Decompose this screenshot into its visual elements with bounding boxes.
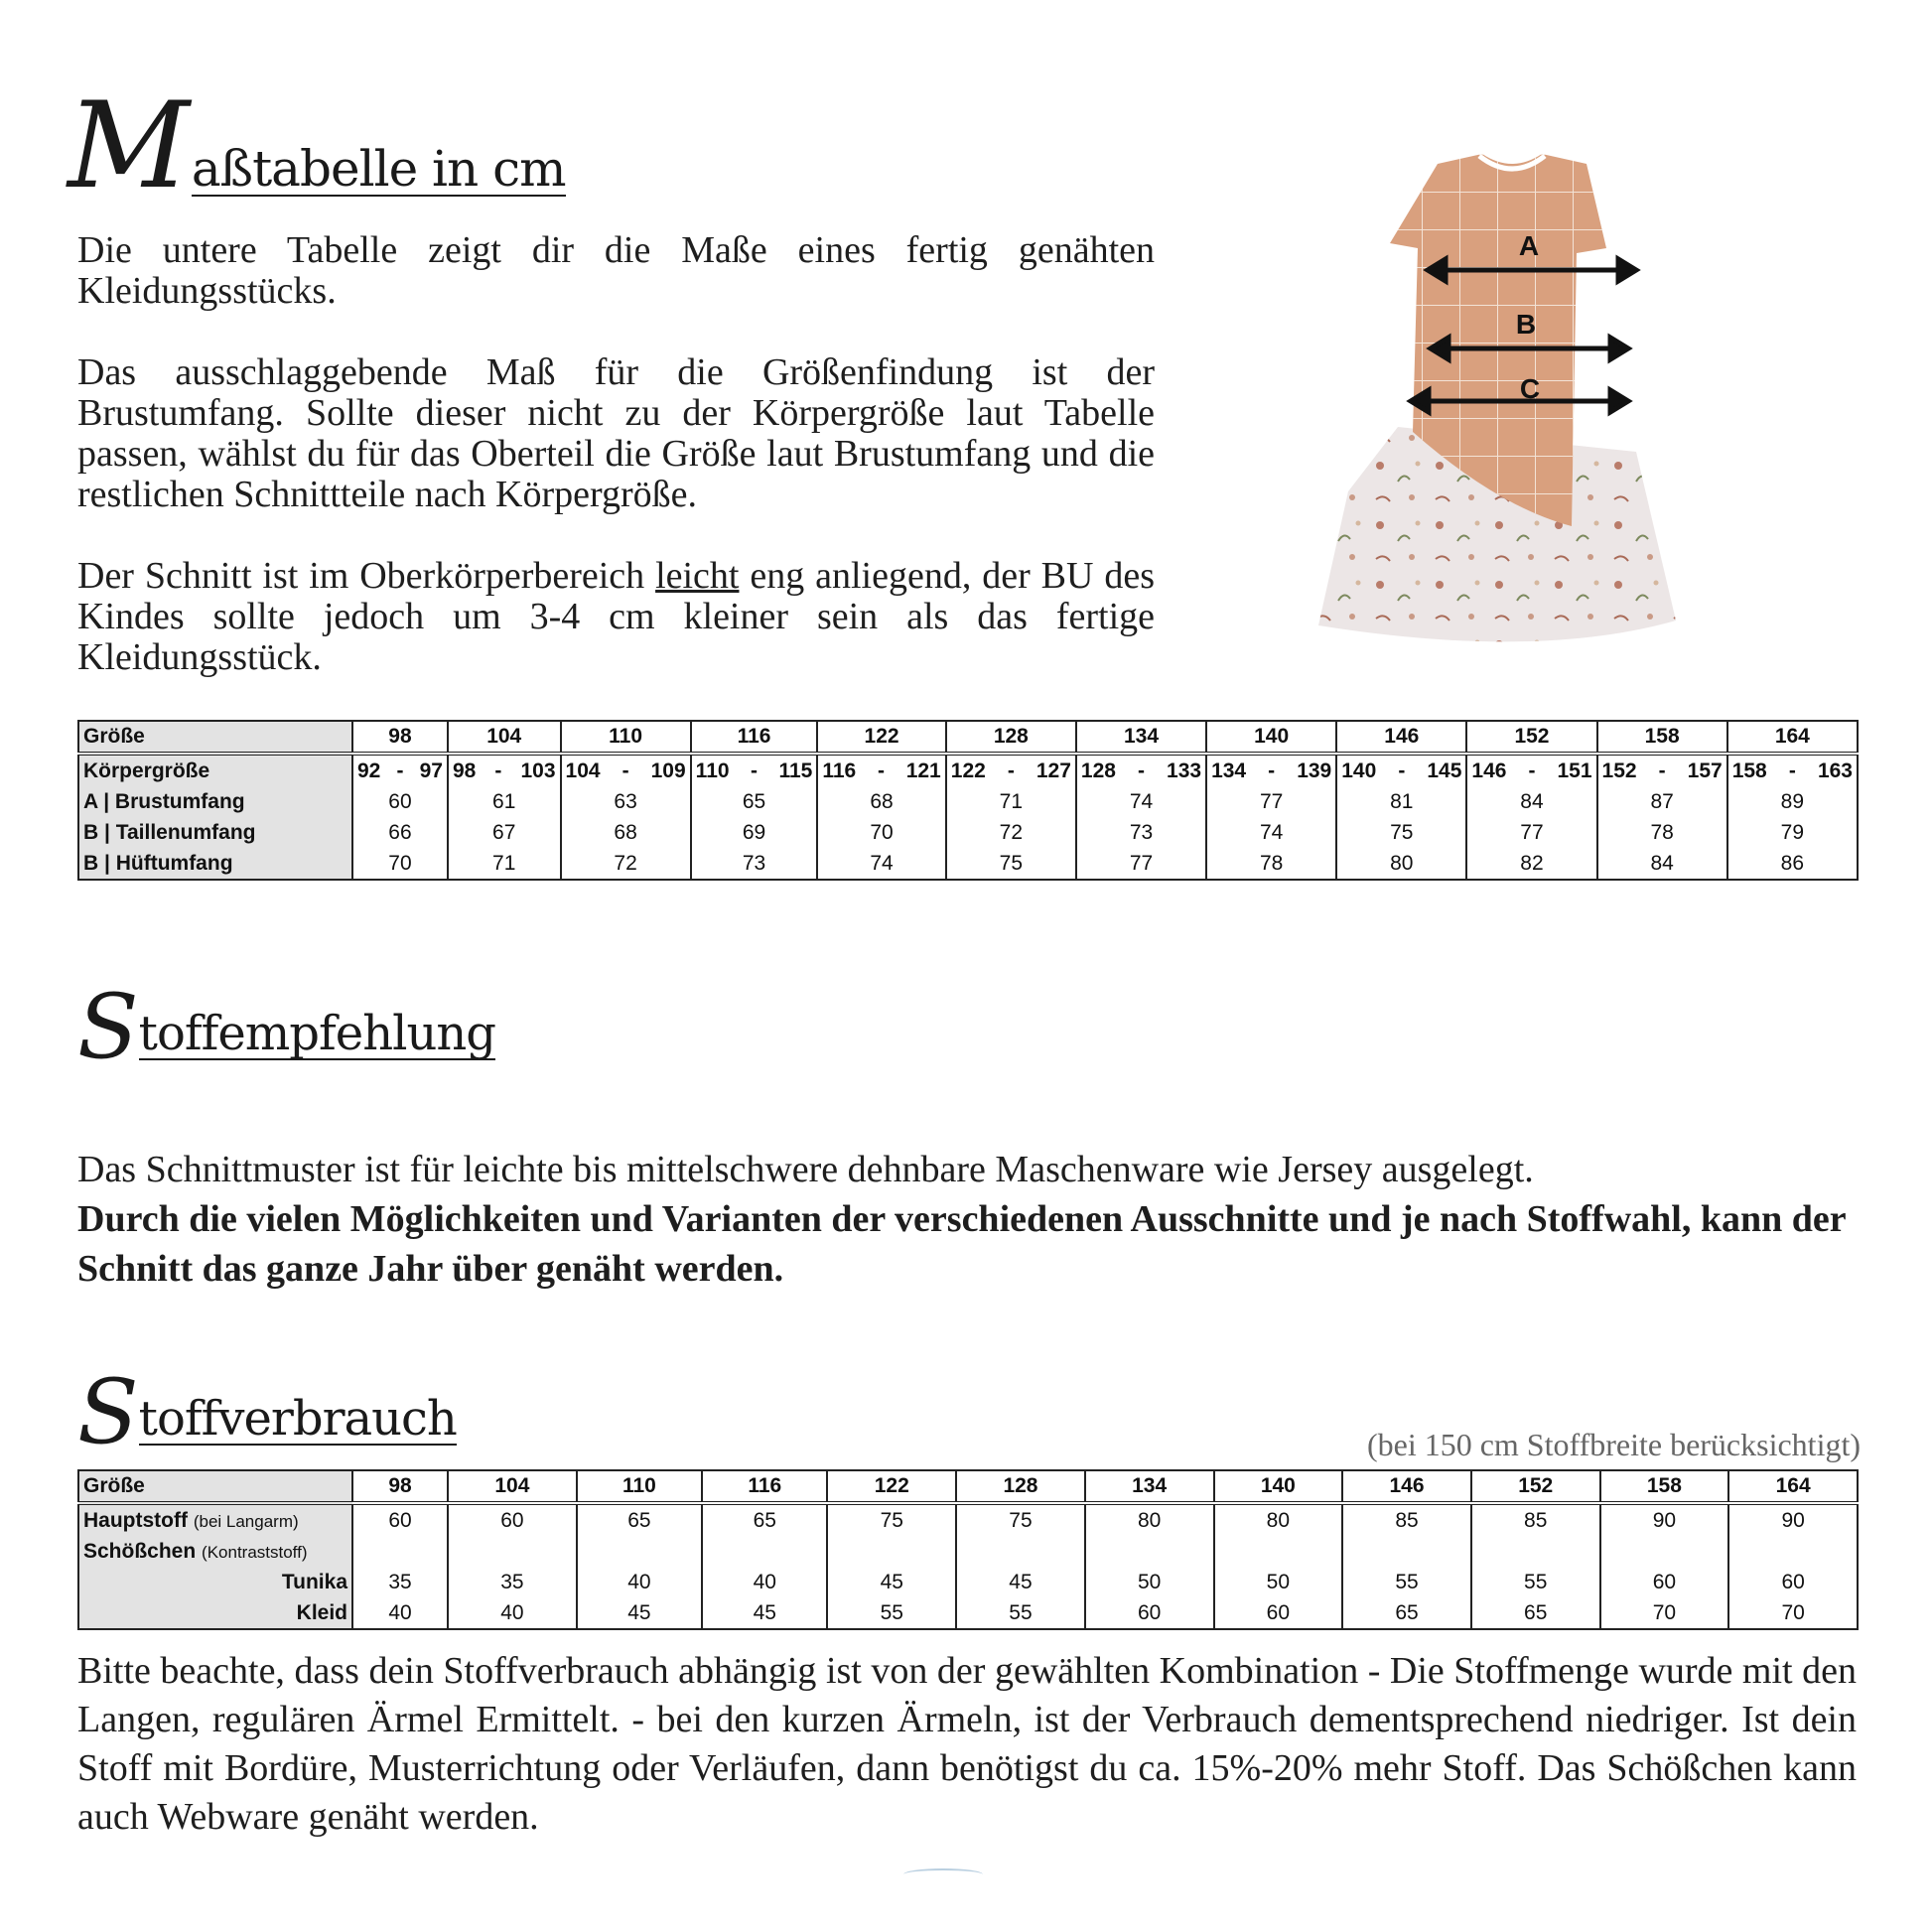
- body-height-cell: [1727, 754, 1858, 786]
- usage-cell: 50: [1214, 1567, 1343, 1597]
- usage-cell: 60: [1085, 1597, 1214, 1629]
- height-min: 122: [950, 759, 986, 782]
- usage-cell: 55: [1342, 1567, 1471, 1597]
- body-height-cell: [352, 754, 448, 786]
- height-dash: -: [1138, 759, 1145, 782]
- usage-cell: 35: [352, 1567, 448, 1597]
- usage-empty-cell: [448, 1536, 577, 1567]
- usage-main-row: [78, 1503, 1858, 1536]
- usage-header-cell: 116: [702, 1470, 827, 1503]
- measure-cell: 72: [946, 817, 1076, 848]
- peplum-note: (Kontraststoff): [202, 1542, 308, 1562]
- body-height-cell: [946, 754, 1076, 786]
- body-height-label: Körpergröße: [78, 754, 352, 786]
- measure-heading-text: aßtabelle in cm: [191, 139, 566, 198]
- size-header-cell: 110: [561, 721, 691, 754]
- height-max: 163: [1817, 759, 1853, 782]
- measure-paragraph-2: Das ausschlaggebende Maß für die Größenfindung ist der Brustumfang. Sollte dieser nicht zu der Körpergröße laut Tabelle passen, wählst du für das Oberteil die Größe laut Brustumfang und die restlichen Schnittteile nach Körpergröße.: [77, 351, 1155, 515]
- height-min: 128: [1080, 759, 1116, 782]
- measure-row: [78, 786, 1858, 817]
- height-max: 151: [1557, 759, 1592, 782]
- usage-cell: 60: [1600, 1567, 1729, 1597]
- measure-heading: [68, 77, 566, 215]
- measure-row-label: B | Hüftumfang: [78, 848, 352, 880]
- measure-paragraph-1: Die untere Tabelle zeigt dir die Maße eines fertig genähten Kleidungsstücks.: [77, 229, 1155, 312]
- height-dash: -: [1268, 759, 1276, 782]
- usage-header-cell: 146: [1342, 1470, 1471, 1503]
- height-dash: -: [1528, 759, 1536, 782]
- height-max: 115: [778, 759, 813, 782]
- height-max: 97: [419, 759, 443, 782]
- usage-header-cell: 134: [1085, 1470, 1214, 1503]
- usage-header-cell: 140: [1214, 1470, 1343, 1503]
- usage-empty-cell: [577, 1536, 702, 1567]
- size-table: [77, 720, 1859, 881]
- measure-cell: 81: [1336, 786, 1466, 817]
- usage-cell: 55: [827, 1597, 956, 1629]
- height-min: 104: [565, 759, 601, 782]
- height-range: [453, 759, 556, 783]
- height-max: 133: [1167, 759, 1202, 782]
- height-max: 139: [1297, 759, 1332, 782]
- usage-empty-cell: [702, 1536, 827, 1567]
- measure-cell: 79: [1727, 817, 1858, 848]
- measure-cell: 67: [448, 817, 561, 848]
- fabric-heading: [77, 975, 496, 1079]
- height-min: 92: [357, 759, 381, 782]
- usage-tunika-label: Tunika: [78, 1567, 352, 1597]
- usage-empty-cell: [956, 1536, 1085, 1567]
- measure-cell: 74: [1076, 786, 1206, 817]
- usage-table: [77, 1469, 1859, 1630]
- measure-cell: 87: [1597, 786, 1727, 817]
- size-header-cell: 164: [1727, 721, 1858, 754]
- body-height-cell: [1336, 754, 1466, 786]
- decorative-flourish: [903, 1868, 983, 1880]
- usage-header-cell: 104: [448, 1470, 577, 1503]
- height-min: 134: [1211, 759, 1247, 782]
- usage-cell: 75: [956, 1503, 1085, 1536]
- height-range: [1602, 759, 1723, 783]
- measure-cell: 84: [1466, 786, 1596, 817]
- usage-cell: 40: [577, 1567, 702, 1597]
- size-header-cell: 116: [691, 721, 818, 754]
- usage-empty-cell: [352, 1536, 448, 1567]
- main-fabric-note: (bei Langarm): [193, 1511, 299, 1531]
- body-height-cell: [1206, 754, 1336, 786]
- measure-cell: 80: [1336, 848, 1466, 880]
- height-range: [1081, 759, 1201, 783]
- body-height-cell: [1597, 754, 1727, 786]
- usage-empty-cell: [1471, 1536, 1600, 1567]
- usage-peplum-label: [78, 1536, 352, 1567]
- usage-cell: 45: [702, 1597, 827, 1629]
- height-dash: -: [1398, 759, 1406, 782]
- usage-cell: 65: [1471, 1597, 1600, 1629]
- usage-cell: 40: [448, 1597, 577, 1629]
- measure-cell: 61: [448, 786, 561, 817]
- usage-header-cell: 158: [1600, 1470, 1729, 1503]
- height-range: [822, 759, 940, 783]
- measure-paragraph-3: [77, 556, 1155, 678]
- body-height-row: [78, 754, 1858, 786]
- usage-cell: 60: [1214, 1597, 1343, 1629]
- usage-cell: 65: [702, 1503, 827, 1536]
- size-header-cell: 104: [448, 721, 561, 754]
- usage-main-label: [78, 1503, 352, 1536]
- height-min: 146: [1471, 759, 1507, 782]
- height-max: 121: [905, 759, 941, 782]
- usage-tunika-row: [78, 1567, 1858, 1597]
- height-range: [951, 759, 1071, 783]
- height-range: [1341, 759, 1461, 783]
- measure-cell: 68: [817, 786, 945, 817]
- measure-cell: 72: [561, 848, 691, 880]
- usage-heading-text: toffverbrauch: [138, 1390, 457, 1447]
- measure-cell: 73: [1076, 817, 1206, 848]
- usage-cell: 80: [1214, 1503, 1343, 1536]
- usage-header-cell: 128: [956, 1470, 1085, 1503]
- height-range: [1732, 759, 1853, 783]
- fabric-heading-initial: S: [77, 975, 139, 1079]
- height-min: 158: [1731, 759, 1767, 782]
- measure-cell: 74: [1206, 817, 1336, 848]
- size-header-cell: 146: [1336, 721, 1466, 754]
- measure-row-label: B | Taillenumfang: [78, 817, 352, 848]
- measure-cell: 66: [352, 817, 448, 848]
- usage-cell: 40: [702, 1567, 827, 1597]
- measure-row: [78, 848, 1858, 880]
- measure-cell: 60: [352, 786, 448, 817]
- usage-cell: 50: [1085, 1567, 1214, 1597]
- height-dash: -: [396, 759, 404, 782]
- arrow-label-a: A: [1518, 230, 1540, 261]
- measure-cell: 77: [1076, 848, 1206, 880]
- measure-cell: 89: [1727, 786, 1858, 817]
- usage-heading: [77, 1360, 457, 1464]
- usage-cell: 70: [1728, 1597, 1858, 1629]
- usage-cell: 90: [1600, 1503, 1729, 1536]
- measure-heading-initial: M: [68, 77, 190, 215]
- height-min: 98: [452, 759, 477, 782]
- usage-cell: 45: [827, 1567, 956, 1597]
- height-dash: -: [1658, 759, 1666, 782]
- size-header-cell: 134: [1076, 721, 1206, 754]
- usage-cell: 70: [1600, 1597, 1729, 1629]
- arrow-label-b: B: [1515, 309, 1537, 340]
- usage-cell: 60: [352, 1503, 448, 1536]
- usage-header-cell: 164: [1728, 1470, 1858, 1503]
- usage-heading-initial: S: [77, 1360, 139, 1464]
- body-height-cell: [1076, 754, 1206, 786]
- height-min: 140: [1341, 759, 1377, 782]
- size-header-cell: 98: [352, 721, 448, 754]
- measure-cell: 70: [352, 848, 448, 880]
- usage-empty-cell: [1342, 1536, 1471, 1567]
- height-dash: -: [621, 759, 629, 782]
- measure-cell: 77: [1466, 817, 1596, 848]
- usage-cell: 85: [1342, 1503, 1471, 1536]
- height-dash: -: [1788, 759, 1796, 782]
- height-max: 127: [1035, 759, 1071, 782]
- usage-header-label: Größe: [78, 1470, 352, 1503]
- usage-cell: 60: [1728, 1567, 1858, 1597]
- measure-cell: 86: [1727, 848, 1858, 880]
- measure-cell: 70: [817, 817, 945, 848]
- height-range: [1471, 759, 1591, 783]
- size-header-cell: 140: [1206, 721, 1336, 754]
- body-height-cell: [691, 754, 818, 786]
- measure-cell: 69: [691, 817, 818, 848]
- height-max: 109: [650, 759, 686, 782]
- paragraph-3-start: Der Schnitt ist im Oberkörperbereich: [77, 555, 656, 597]
- size-header-row: [78, 721, 1858, 754]
- measure-cell: 75: [1336, 817, 1466, 848]
- height-range: [357, 759, 443, 783]
- fabric-heading-text: toffempfehlung: [138, 1005, 496, 1061]
- paragraph-3-end: eng anliegend, der BU des Kindes sollte jedoch um 3-4 cm kleiner sein als das fertige Kleidungsstück.: [77, 555, 1155, 678]
- usage-empty-cell: [827, 1536, 956, 1567]
- body-height-cell: [817, 754, 945, 786]
- measure-cell: 63: [561, 786, 691, 817]
- measure-row: [78, 817, 1858, 848]
- size-header-cell: 122: [817, 721, 945, 754]
- height-min: 152: [1601, 759, 1637, 782]
- usage-cell: 40: [352, 1597, 448, 1629]
- measure-cell: 77: [1206, 786, 1336, 817]
- measure-cell: 78: [1597, 817, 1727, 848]
- size-header-cell: 158: [1597, 721, 1727, 754]
- height-max: 103: [520, 759, 556, 782]
- height-range: [566, 759, 686, 783]
- height-dash: -: [751, 759, 758, 782]
- body-height-cell: [561, 754, 691, 786]
- usage-cell: 75: [827, 1503, 956, 1536]
- measure-cell: 71: [946, 786, 1076, 817]
- paragraph-3-underlined: leicht: [655, 555, 740, 597]
- height-dash: -: [877, 759, 885, 782]
- usage-empty-cell: [1728, 1536, 1858, 1567]
- height-range: [1211, 759, 1331, 783]
- usage-kleid-label: Kleid: [78, 1597, 352, 1629]
- measure-cell: 73: [691, 848, 818, 880]
- usage-peplum-row: [78, 1536, 1858, 1567]
- usage-cell: 55: [956, 1597, 1085, 1629]
- usage-footer-text: Bitte beachte, dass dein Stoffverbrauch abhängig ist von der gewählten Kombination - Die Stoffmenge wurde mit den Langen, regulären Ärmel Ermittelt. - bei den kurzen Ärmeln, ist der Verbrauch dementsprechend niedriger. Ist dein Stoff mit Bordüre, Musterrichtung oder Verläufen, dann benötigst du ca. 15%-20% mehr Stoff. Das Schößchen kann auch Webware genäht werden.: [77, 1650, 1857, 1838]
- body-height-cell: [1466, 754, 1596, 786]
- measure-cell: 78: [1206, 848, 1336, 880]
- usage-cell: 80: [1085, 1503, 1214, 1536]
- usage-kleid-row: [78, 1597, 1858, 1629]
- measure-cell: 82: [1466, 848, 1596, 880]
- height-dash: -: [1007, 759, 1015, 782]
- size-header-label: Größe: [78, 721, 352, 754]
- usage-cell: 65: [577, 1503, 702, 1536]
- measure-row-label: A | Brustumfang: [78, 786, 352, 817]
- usage-header-row: [78, 1470, 1858, 1503]
- usage-cell: 90: [1728, 1503, 1858, 1536]
- usage-cell: 45: [956, 1567, 1085, 1597]
- usage-cell: 35: [448, 1567, 577, 1597]
- main-fabric-label: Hauptstoff: [83, 1508, 188, 1532]
- usage-empty-cell: [1214, 1536, 1343, 1567]
- usage-header-cell: 152: [1471, 1470, 1600, 1503]
- fabric-text: [77, 1150, 1864, 1294]
- usage-note: (bei 150 cm Stoffbreite berücksichtigt): [1366, 1427, 1861, 1462]
- height-max: 157: [1687, 759, 1723, 782]
- usage-header-cell: 98: [352, 1470, 448, 1503]
- peplum-label: Schößchen: [83, 1539, 197, 1563]
- height-min: 116: [822, 759, 857, 782]
- fabric-text-normal: Das Schnittmuster ist für leichte bis mittelschwere dehnbare Maschenware wie Jersey ausgelegt.: [77, 1149, 1534, 1190]
- usage-cell: 65: [1342, 1597, 1471, 1629]
- height-max: 145: [1427, 759, 1462, 782]
- measure-intro-text: [77, 230, 1155, 678]
- measure-cell: 65: [691, 786, 818, 817]
- usage-header-cell: 122: [827, 1470, 956, 1503]
- height-range: [696, 759, 813, 783]
- height-dash: -: [494, 759, 502, 782]
- usage-cell: 55: [1471, 1567, 1600, 1597]
- usage-empty-cell: [1600, 1536, 1729, 1567]
- usage-empty-cell: [1085, 1536, 1214, 1567]
- measure-cell: 68: [561, 817, 691, 848]
- usage-header-cell: 110: [577, 1470, 702, 1503]
- usage-cell: 60: [448, 1503, 577, 1536]
- size-header-cell: 128: [946, 721, 1076, 754]
- usage-cell: 85: [1471, 1503, 1600, 1536]
- measure-cell: 84: [1597, 848, 1727, 880]
- dress-illustration: [1309, 154, 1686, 670]
- size-header-cell: 152: [1466, 721, 1596, 754]
- measure-cell: 75: [946, 848, 1076, 880]
- height-min: 110: [695, 759, 730, 782]
- arrow-label-c: C: [1519, 373, 1541, 404]
- fabric-text-bold: Durch die vielen Möglichkeiten und Varianten der verschiedenen Ausschnitte und je nach Stoffwahl, kann der Schnitt das ganze Jahr über genäht werden.: [77, 1198, 1846, 1290]
- measure-cell: 71: [448, 848, 561, 880]
- body-height-cell: [448, 754, 561, 786]
- usage-cell: 45: [577, 1597, 702, 1629]
- measure-cell: 74: [817, 848, 945, 880]
